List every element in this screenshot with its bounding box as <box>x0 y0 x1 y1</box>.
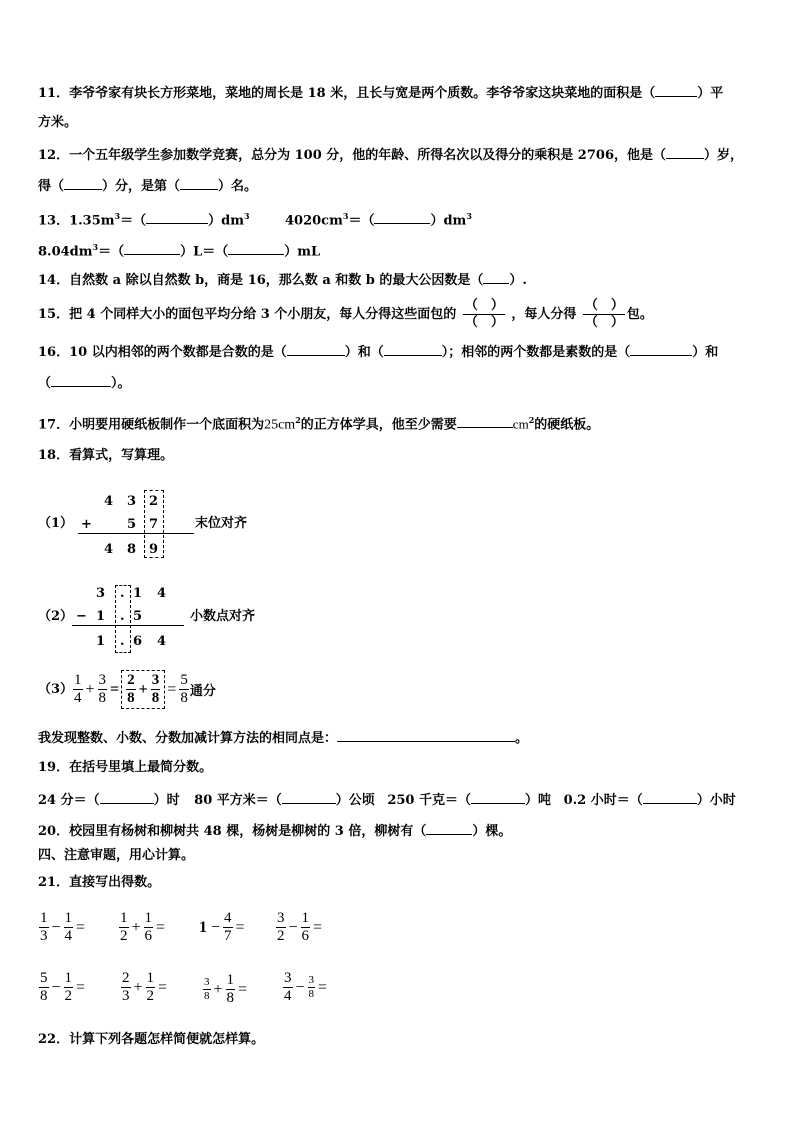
q13-ml-blank[interactable] <box>228 242 284 255</box>
q18-p2-digit: 1 <box>96 609 106 624</box>
q17-answer-blank[interactable] <box>457 415 513 428</box>
q12-score-blank[interactable] <box>64 177 102 190</box>
q19-blank-2[interactable] <box>282 791 336 804</box>
fraction: $\frac{3}{8}$ <box>308 974 315 1000</box>
q19-line: 24 分＝（ ）时 80 平方米＝（ ）公顷 250 千克＝（ ）吨 0.2 小时＝（ ）小时 <box>38 793 736 808</box>
q15-fraction-blank-2[interactable]: $\frac{( )}{( )}$ <box>584 298 624 330</box>
q18-p2-digit: 6 <box>133 634 143 649</box>
q11-answer-blank[interactable] <box>655 84 697 97</box>
q12-line2: 得（ ）分，是第（ ）名。 <box>38 179 258 194</box>
fraction: $\frac{1}{4}$ <box>64 910 73 944</box>
q18-p1-plus: + <box>81 517 92 532</box>
q15-fraction-blank-1[interactable]: $\frac{( )}{( )}$ <box>464 298 504 330</box>
q22-title: 22．计算下列各题怎样简便就怎样算。 <box>38 1032 265 1047</box>
fraction: $\frac{3}{8}$ <box>204 976 210 1002</box>
fraction: $\frac{1}{3}$ <box>40 910 48 944</box>
q18-p2-digit: 5 <box>133 609 143 624</box>
q18-p2-note: 小数点对齐 <box>190 609 256 624</box>
q15-line: 15．把 4 个同样大小的面包平均分给 3 个小朋友，每人分得这些面包的 $\frac{( )}{( )}$ ，每人分得 $\frac{( )}{( )}$ 包。 <box>38 298 653 330</box>
q11-line2: 方米。 <box>38 115 78 130</box>
q16-blank-2[interactable] <box>384 343 442 356</box>
q13-line2: $8.04dm^3=$（ ）L＝（ ）mL <box>38 242 321 260</box>
q18-p1-rule <box>78 533 194 534</box>
fraction: $\frac{1}{8}$ <box>226 972 235 1006</box>
q18-p2-digit: 3 <box>96 586 106 601</box>
q19-blank-1[interactable] <box>100 791 154 804</box>
q21-item: 1 − $\frac{4}{7}$ = <box>199 910 245 944</box>
q16-blank-3[interactable] <box>630 343 692 356</box>
q13-line1b: $4020cm^3=$（ ）$dm^3$ <box>285 211 472 229</box>
q18-p1-highlight-box <box>144 490 164 558</box>
q18-p1-digit: 8 <box>127 542 137 557</box>
q19-blank-4[interactable] <box>643 791 697 804</box>
q18-p3-label: （3） <box>38 682 74 697</box>
q12-line1: 12．一个五年级学生参加数学竞赛，总分为 100 分，他的年龄、所得名次以及得分的乘积是 2706，他是（ ）岁， <box>38 148 744 163</box>
q16-blank-4[interactable] <box>51 374 111 387</box>
q18-p3-expression: $\frac{1}{4}$ + $\frac{3}{8}$ = $\frac{2}{8}$ + $\frac{3}{8}$ = $\frac{5}{8}$ 通分 <box>72 670 216 709</box>
q18-p1-label: （1） <box>38 516 74 531</box>
q13-liter-blank[interactable] <box>124 242 180 255</box>
fraction: $\frac{1}{6}$ <box>301 910 310 944</box>
q14-line: 14．自然数 a 除以自然数 b，商是 16，那么数 a 和数 b 的最大公因数是（ ）. <box>38 273 527 288</box>
q18-conclusion-blank[interactable] <box>337 729 515 742</box>
fraction: $\frac{2}{3}$ <box>122 970 130 1004</box>
fraction: $\frac{1}{2}$ <box>120 910 128 944</box>
q18-p2-digit: 4 <box>157 634 167 649</box>
fraction: $\frac{1}{6}$ <box>144 910 153 944</box>
q18-conclusion: 我发现整数、小数、分数加减计算方法的相同点是： 。 <box>38 731 529 746</box>
q21-item: $\frac{3}{2}$ − $\frac{1}{6}$ = <box>277 910 323 944</box>
fraction: $\frac{1}{2}$ <box>64 970 73 1004</box>
fraction: $\frac{1}{4}$ <box>74 672 82 706</box>
fraction: $\frac{3}{4}$ <box>284 970 292 1004</box>
q20-answer-blank[interactable] <box>426 822 472 835</box>
q11-line1: 11．李爷爷家有块长方形菜地，菜地的周长是 18 米，且长与宽是两个质数。李爷爷家这块菜地的面积是（ ）平 <box>38 86 724 101</box>
q18-p1-digit: 7 <box>149 517 159 532</box>
q18-p3-boxed-fractions: $\frac{2}{8}$ + $\frac{3}{8}$ <box>121 670 165 709</box>
section-4-heading: 四、注意审题，用心计算。 <box>38 848 195 863</box>
q18-p1-digit: 2 <box>149 494 159 509</box>
q18-title: 18．看算式，写算理。 <box>38 448 174 463</box>
fraction: $\frac{3}{2}$ <box>277 910 285 944</box>
fraction: $\frac{3}{8}$ <box>151 672 160 706</box>
q16-line2: （ ）。 <box>38 376 131 391</box>
q18-p1-digit: 3 <box>127 494 137 509</box>
q13-line1: 13．$1.35m^3=$（ ）$dm^3$ <box>38 211 250 229</box>
q18-p1-digit: 4 <box>104 494 114 509</box>
q21-item: $\frac{1}{2}$ + $\frac{1}{6}$ = <box>120 910 166 944</box>
q18-p2-digit: . <box>120 634 125 649</box>
q19-title: 19．在括号里填上最简分数。 <box>38 760 213 775</box>
q21-item: $\frac{3}{8}$ + $\frac{1}{8}$ = <box>204 972 248 1006</box>
q19-blank-3[interactable] <box>471 791 525 804</box>
fraction: $\frac{2}{8}$ <box>127 672 135 706</box>
q18-p2-digit: 1 <box>96 634 106 649</box>
q21-item: $\frac{3}{4}$ − $\frac{3}{8}$ = <box>284 970 328 1004</box>
q18-p1-note: 末位对齐 <box>195 516 248 531</box>
q16-blank-1[interactable] <box>287 343 345 356</box>
q21-title: 21．直接写出得数。 <box>38 875 161 890</box>
q18-p2-digit: . <box>120 609 125 624</box>
q13-dm3-blank-2[interactable] <box>374 211 430 224</box>
q18-p2-digit: . <box>120 586 125 601</box>
q18-p2-label: （2） <box>38 609 74 624</box>
q18-p1-digit: 4 <box>104 542 114 557</box>
q18-p1-digit: 9 <box>149 542 159 557</box>
q18-p1-digit: 5 <box>127 517 137 532</box>
q18-p2-digit: 4 <box>157 586 167 601</box>
q21-item: $\frac{1}{3}$ − $\frac{1}{4}$ = <box>40 910 86 944</box>
fraction: $\frac{4}{7}$ <box>224 910 232 944</box>
fraction: $\frac{5}{8}$ <box>40 970 48 1004</box>
q21-item: $\frac{2}{3}$ + $\frac{1}{2}$ = <box>122 970 168 1004</box>
q16-line1: 16．10 以内相邻的两个数都是合数的是（ ）和（ ）；相邻的两个数都是素数的是（ ）和 <box>38 345 719 360</box>
q13-dm3-blank[interactable] <box>146 211 208 224</box>
q20-line: 20．校园里有杨树和柳树共 48 棵，杨树是柳树的 3 倍，柳树有（ ）棵。 <box>38 824 512 839</box>
q12-age-blank[interactable] <box>666 146 704 159</box>
q18-p2-digit: 1 <box>133 586 143 601</box>
q14-answer-blank[interactable] <box>483 271 509 284</box>
q12-rank-blank[interactable] <box>180 177 218 190</box>
q18-p2-minus: − <box>76 609 87 624</box>
q17-line: 17．小明要用硬纸板制作一个底面积为$25cm^2$的正方体学具，他至少需要 $cm^2$的硬纸板。 <box>38 415 600 433</box>
fraction: $\frac{3}{8}$ <box>98 672 107 706</box>
fraction: $\frac{5}{8}$ <box>180 672 188 706</box>
q21-item: $\frac{5}{8}$ − $\frac{1}{2}$ = <box>40 970 86 1004</box>
fraction: $\frac{1}{2}$ <box>146 970 155 1004</box>
q18-p2-highlight-box <box>115 585 131 653</box>
